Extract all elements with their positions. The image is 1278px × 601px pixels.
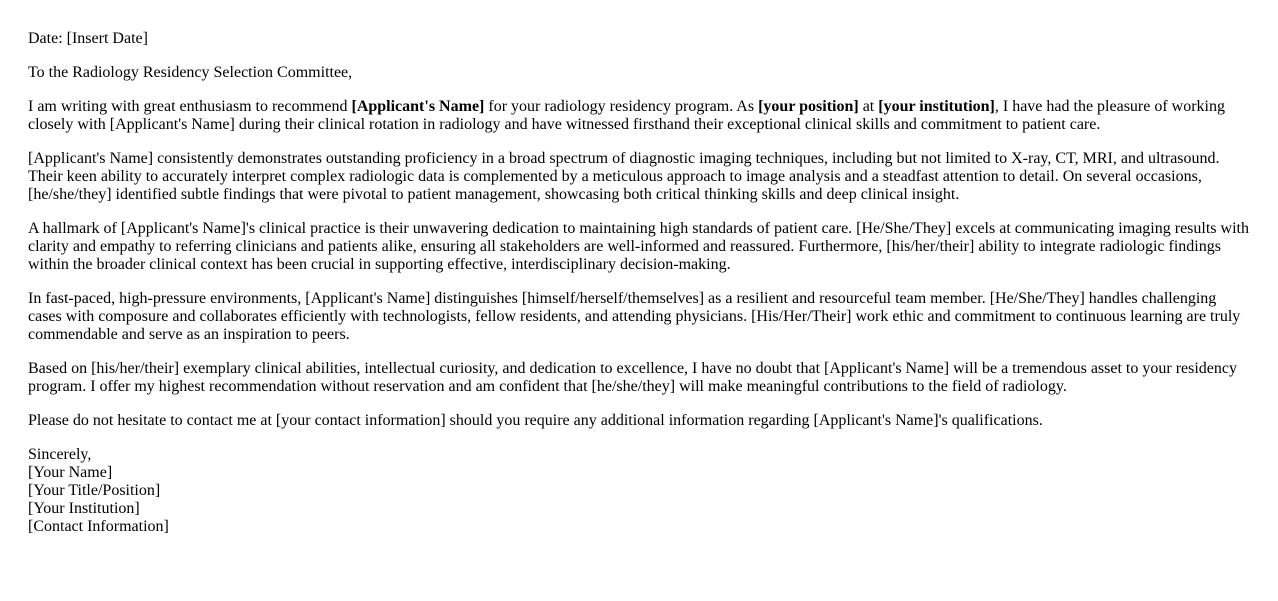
paragraph-text: A hallmark of [Applicant's Name]'s clinical practice is their unwavering dedication to maintaining high standards of patient care. [He/She/They] excels at communicating imaging results with clarity and empathy to referring clinicians and patients alike, ensuring all stakeholders are well-informed and reassured. Furthermore, [his/her/their] ability to integrate radiologic findings within the broader clinical context has been crucial in supporting effective, interdisciplinary decision-making. xyxy=(28,220,1249,273)
letter-paragraph xyxy=(28,150,1250,204)
salutation: To the Radiology Residency Selection Committee, xyxy=(28,64,353,81)
signature-block xyxy=(28,446,1250,536)
bold-placeholder-text: [your position] xyxy=(758,98,859,115)
date-line: Date: [Insert Date] xyxy=(28,30,148,47)
paragraph-text: at xyxy=(858,98,879,115)
letter-paragraph xyxy=(28,220,1250,274)
bold-placeholder-text: [your institution] xyxy=(878,98,995,115)
signature-line: [Contact Information] xyxy=(28,518,169,535)
letter-paragraph xyxy=(28,290,1250,344)
paragraph-text: for your radiology residency program. As xyxy=(484,98,759,115)
signature-line: [Your Title/Position] xyxy=(28,482,161,499)
signature-line: [Your Institution] xyxy=(28,500,140,517)
paragraph-text: [Applicant's Name] consistently demonstrates outstanding proficiency in a broad spectrum of diagnostic imaging techniques, including but not limited to X-ray, CT, MRI, and ultrasound. Their keen ability to accurately interpret complex radiologic data is complemented by a meticulous approach to image analysis and a steadfast attention to detail. On several occasions, [he/she/they] identified subtle findings that were pivotal to patient management, showcasing both critical thinking skills and deep clinical insight. xyxy=(28,150,1220,203)
bold-placeholder-text: [Applicant's Name] xyxy=(351,98,485,115)
paragraph-text: Please do not hesitate to contact me at [your contact information] should you require any additional information regarding [Applicant's Name]'s qualifications. xyxy=(28,412,1043,429)
letter-paragraph xyxy=(28,412,1250,430)
signature-line: [Your Name] xyxy=(28,464,113,481)
paragraph-text: , I have had the pleasure of working closely with [Applicant's Name] during their clinical rotation in radiology and have witnessed firsthand their exceptional clinical skills and commitment to patient care. xyxy=(28,98,1225,133)
letter-paragraph xyxy=(28,360,1250,396)
paragraph-text: I am writing with great enthusiasm to recommend xyxy=(28,98,352,115)
letter-body xyxy=(28,98,1250,430)
valediction: Sincerely, xyxy=(28,446,92,463)
paragraph-text: Based on [his/her/their] exemplary clinical abilities, intellectual curiosity, and dedication to excellence, I have no doubt that [Applicant's Name] will be a tremendous asset to your residency program. I offer my highest recommendation without reservation and am confident that [he/she/they] will make meaningful contributions to the field of radiology. xyxy=(28,360,1238,395)
letter-paragraph xyxy=(28,98,1250,134)
paragraph-text: In fast-paced, high-pressure environments, [Applicant's Name] distinguishes [himself/herself/themselves] as a resilient and resourceful team member. [He/She/They] handles challenging cases with composure and collaborates efficiently with technologists, fellow residents, and attending physicians. [His/Her/Their] work ethic and commitment to continuous learning are truly commendable and serve as an inspiration to peers. xyxy=(28,290,1241,343)
